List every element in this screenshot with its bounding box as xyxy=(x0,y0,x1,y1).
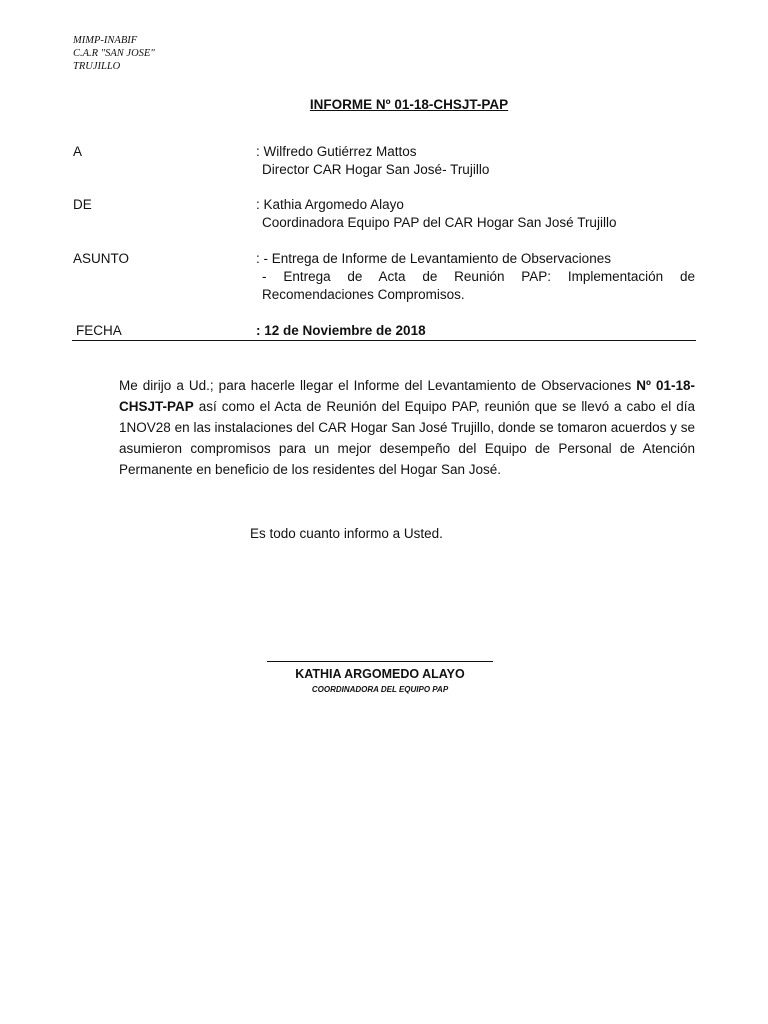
field-asunto-line2: - Entrega de Acta de Reunión PAP: Implementación de xyxy=(262,269,695,284)
field-de-name: : Kathia Argomedo Alayo xyxy=(256,197,404,212)
letterhead-city: TRUJILLO xyxy=(73,61,121,72)
body-text-part2: así como el Acta de Reunión del Equipo PAP, reunión que se llevó a cabo el día 1NOV28 en las instalaciones del CAR Hogar San José Trujillo, donde se tomaron acuerdos y se asumieron compromisos para un mejor desempeño del Equipo de Personal de Atención Permanente en beneficio de los residentes del Hogar San José. xyxy=(119,399,695,477)
signature-name: KATHIA ARGOMEDO ALAYO xyxy=(295,667,465,681)
field-fecha-value: : 12 de Noviembre de 2018 xyxy=(256,323,426,338)
body-paragraph xyxy=(119,375,695,480)
signature-line xyxy=(267,661,493,662)
letterhead xyxy=(73,34,155,73)
field-de-position: Coordinadora Equipo PAP del CAR Hogar San José Trujillo xyxy=(262,215,617,230)
closing-line: Es todo cuanto informo a Usted. xyxy=(250,526,443,541)
report-title: INFORME Nº 01-18-CHSJT-PAP xyxy=(309,97,509,112)
field-a-label: A xyxy=(73,144,83,159)
field-a-position: Director CAR Hogar San José- Trujillo xyxy=(262,162,490,177)
body-text-part1: Me dirijo a Ud.; para hacerle llegar el Informe del Levantamiento de Observaciones xyxy=(119,378,637,393)
signature-role: COORDINADORA DEL EQUIPO PAP xyxy=(311,685,449,694)
header-divider xyxy=(72,340,696,341)
field-a-name: : Wilfredo Gutiérrez Mattos xyxy=(256,144,417,159)
field-asunto-line1: : - Entrega de Informe de Levantamiento de Observaciones xyxy=(256,251,611,266)
body-report-reference: Nº 01-18-CHSJT-PAP xyxy=(119,378,695,414)
letterhead-center: C.A.R "SAN JOSE" xyxy=(73,48,155,59)
field-de-label: DE xyxy=(73,197,92,212)
letterhead-institution: MIMP-INABIF xyxy=(73,35,138,46)
field-fecha-label: FECHA xyxy=(76,323,122,338)
report-title-container xyxy=(0,97,768,112)
field-asunto-line3: Recomendaciones Compromisos. xyxy=(262,287,465,302)
field-asunto-label: ASUNTO xyxy=(73,251,130,266)
